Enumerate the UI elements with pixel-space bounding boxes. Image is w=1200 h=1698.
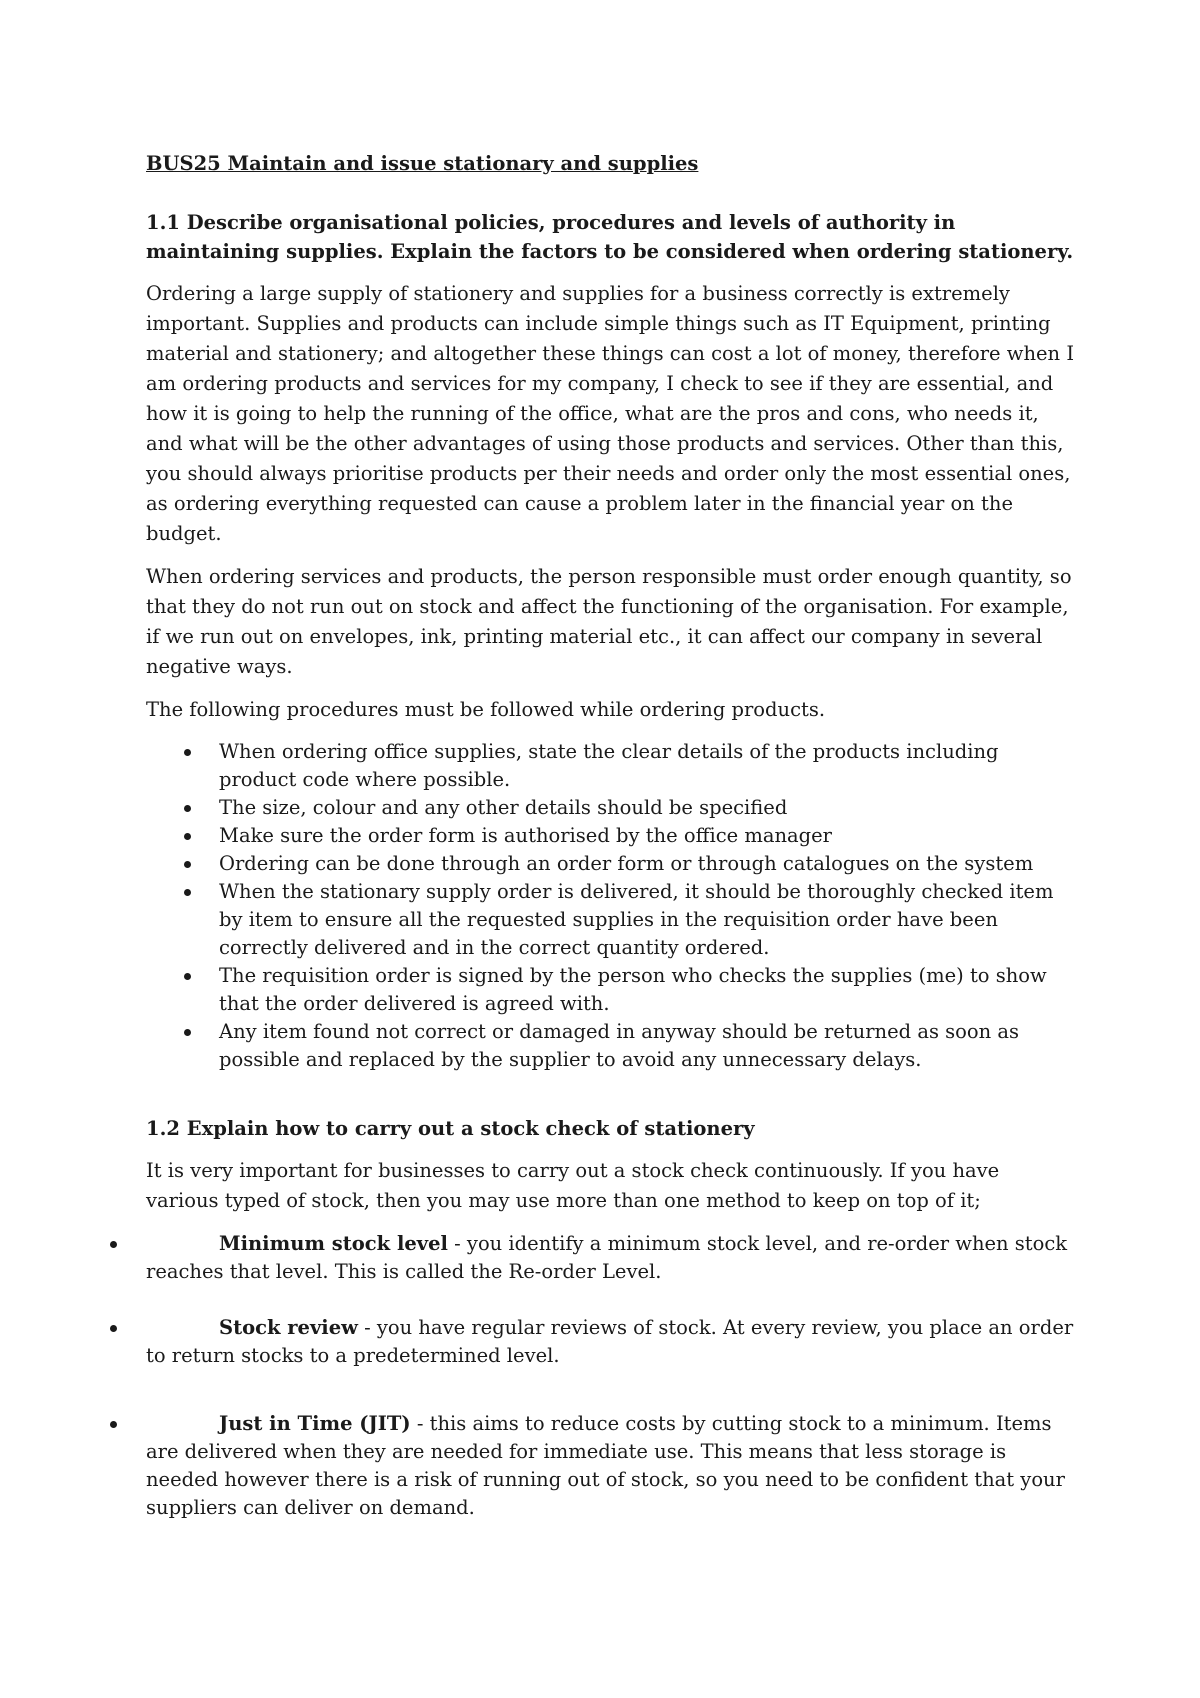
list-item	[146, 1410, 1076, 1522]
method-description: - you have regular reviews of stock. At every review, you place an order to return stocks to a predetermined level.	[146, 1316, 1074, 1367]
section-2-heading: 1.2 Explain how to carry out a stock check of stationery	[146, 1117, 755, 1140]
list-item	[146, 1314, 1076, 1370]
list-item	[146, 1230, 1076, 1286]
list-item	[146, 1018, 1076, 1074]
procedures-list	[146, 738, 1076, 1074]
method-term: Stock review	[219, 1316, 358, 1339]
section-spacer	[146, 1074, 1076, 1114]
document-body	[146, 150, 1076, 1522]
procedure-text: Any item found not correct or damaged in anyway should be returned as soon as possible and replaced by the supplier to avoid any unnecessary delays.	[219, 1020, 1020, 1071]
bullet-icon	[184, 1029, 191, 1036]
procedure-text: When the stationary supply order is delivered, it should be thoroughly checked item by item to ensure all the requested supplies in the requisition order have been correctly delivered and in the correct quantity ordered.	[219, 880, 1054, 959]
section-1-paragraph-1: Ordering a large supply of stationery and supplies for a business correctly is extremely important. Supplies and products can include simple things such as IT Equipment, printing material and stationery; and altogether these things can cost a lot of money, therefore when I am ordering products and services for my company, I check to see if they are essential, and how it is going to help the running of the office, what are the pros and cons, who needs it, and what will be the other advantages of using those products and services. Other than this, you should always prioritise products per their needs and order only the most essential ones, as ordering everything requested can cause a problem later in the financial year on the budget.	[146, 282, 1075, 545]
list-item	[146, 850, 1076, 878]
list-item	[146, 962, 1076, 1018]
procedure-text: When ordering office supplies, state the clear details of the products including product code where possible.	[219, 740, 999, 791]
stock-methods-list	[146, 1230, 1076, 1522]
list-item	[146, 738, 1076, 794]
procedure-text: Ordering can be done through an order form or through catalogues on the system	[219, 852, 1034, 875]
bullet-icon	[110, 1325, 117, 1332]
method-term: Minimum stock level	[219, 1232, 448, 1255]
method-description: - this aims to reduce costs by cutting stock to a minimum. Items are delivered when they are needed for immediate use. This means that less storage is needed however there is a risk of running out of stock, so you need to be confident that your suppliers can deliver on demand.	[146, 1412, 1065, 1519]
section-1-paragraph-3: The following procedures must be followed while ordering products.	[146, 698, 826, 721]
bullet-icon	[110, 1421, 117, 1428]
method-term: Just in Time (JIT)	[219, 1412, 411, 1435]
section-1-heading: 1.1 Describe organisational policies, procedures and levels of authority in maintaining supplies. Explain the factors to be considered when ordering stationery.	[146, 211, 1074, 263]
bullet-icon	[184, 805, 191, 812]
bullet-icon	[184, 861, 191, 868]
method-description: - you identify a minimum stock level, and re-order when stock reaches that level. This is called the Re-order Level.	[146, 1232, 1068, 1283]
procedure-text: The size, colour and any other details should be specified	[219, 796, 788, 819]
section-1-paragraph-2: When ordering services and products, the person responsible must order enough quantity, so that they do not run out on stock and affect the functioning of the organisation. For example, if we run out on envelopes, ink, printing material etc., it can affect our company in several negative ways.	[146, 565, 1072, 678]
procedure-text: Make sure the order form is authorised by the office manager	[219, 824, 832, 847]
list-item	[146, 878, 1076, 962]
list-item	[146, 794, 1076, 822]
section-2-intro: It is very important for businesses to carry out a stock check continuously. If you have various typed of stock, then you may use more than one method to keep on top of it;	[146, 1159, 1000, 1212]
bullet-icon	[184, 889, 191, 896]
bullet-icon	[184, 833, 191, 840]
bullet-icon	[110, 1241, 117, 1248]
bullet-icon	[184, 973, 191, 980]
document-title: BUS25 Maintain and issue stationary and supplies	[146, 152, 699, 175]
bullet-icon	[184, 749, 191, 756]
list-item	[146, 822, 1076, 850]
procedure-text: The requisition order is signed by the person who checks the supplies (me) to show that the order delivered is agreed with.	[219, 964, 1047, 1015]
